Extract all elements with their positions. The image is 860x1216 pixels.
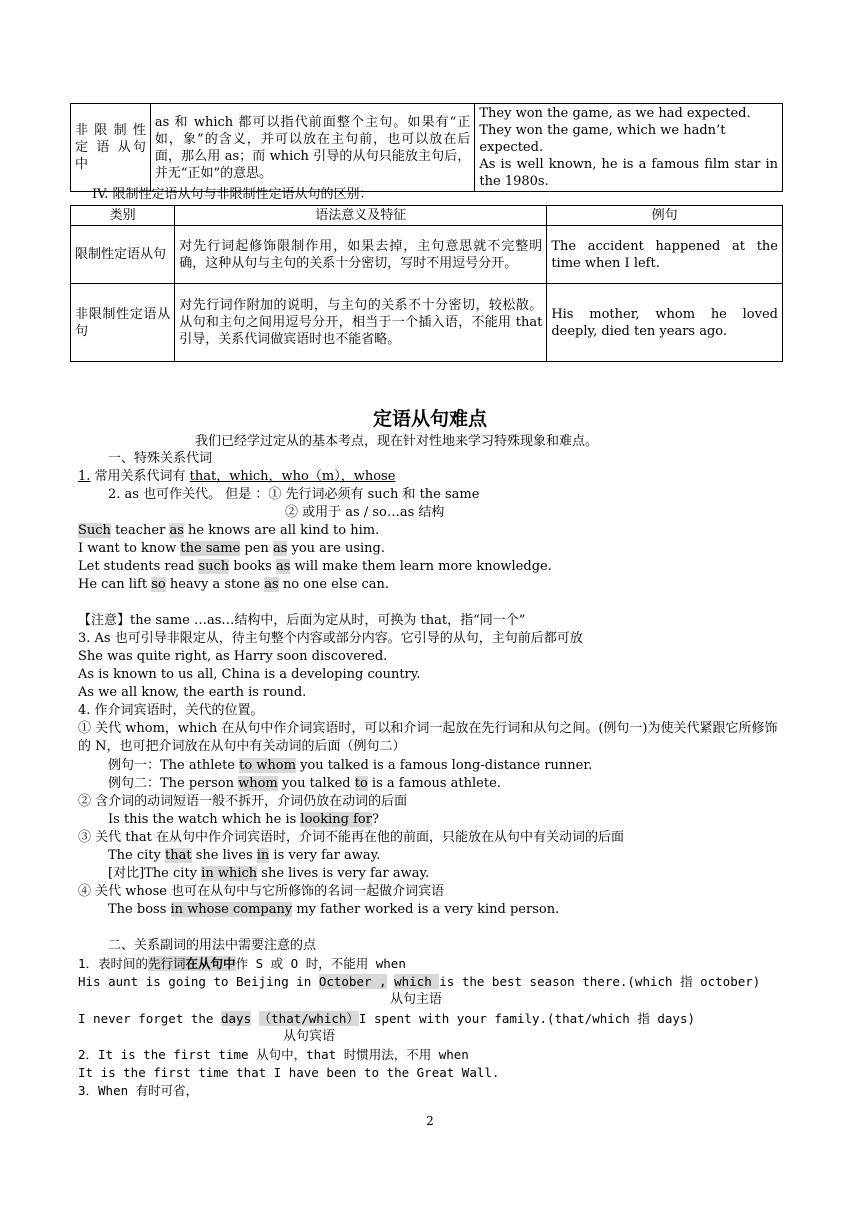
example-such	[78, 522, 379, 539]
text: 例句二：The person	[108, 776, 239, 791]
point-3: 3. As 也可引导非限定从，待主句整个内容或部分内容。它引导的从句，主句前后都可放	[78, 631, 583, 646]
example-line: They won the game, which we hadn’t expected.	[479, 123, 726, 155]
table-row	[71, 284, 783, 362]
example-line	[108, 847, 380, 864]
table-cell-explanation: as 和 which 都可以指代前面整个主句。如果有“正如，象”的含义，并可以放在主句前，也可以放在后面，那么用 as；而 which 引导的从句只能放主句后，并无“正如”的意思。	[150, 104, 475, 192]
table-caption: IV. 限制性定语从句与非限制性定语从句的区别：	[92, 187, 373, 202]
text	[387, 974, 395, 989]
highlight: looking for	[300, 812, 372, 827]
text: she lives	[191, 848, 257, 863]
heading-relative-adverbs: 二、关系副词的用法中需要注意的点	[108, 938, 317, 953]
point-2b: ② 或用于 as / so…as 结构	[285, 505, 445, 520]
header-category: 类别	[71, 206, 175, 226]
text	[251, 1011, 259, 1026]
highlight: 先行词	[148, 956, 186, 971]
table-as-which	[70, 103, 783, 192]
row-example: His mother, whom he loved deeply, died ten years ago.	[547, 284, 783, 362]
text: Let students read	[78, 559, 199, 574]
highlight: as	[264, 577, 279, 592]
table-row	[71, 226, 783, 284]
text: she lives is very far away.	[257, 866, 430, 881]
example-one	[108, 757, 592, 774]
example-line: She was quite right, as Harry soon discovered.	[78, 649, 388, 664]
text: 例句一：The athlete	[108, 758, 240, 773]
text: Is this the watch which he is	[108, 812, 301, 827]
text: is very far away.	[269, 848, 381, 863]
point-4-4: ④ 关代 whose 也可在从句中与它所修饰的名词一起做介词宾语	[78, 884, 445, 899]
highlight: in whose company	[170, 902, 293, 917]
point-1	[78, 468, 395, 485]
rule-1-example-2	[78, 1010, 695, 1027]
text: you are using.	[287, 541, 385, 556]
example-line	[108, 865, 429, 882]
text: ?	[371, 812, 379, 827]
point-2: 2. as 也可作关代。 但是 ：① 先行词必须有 such 和 the same	[108, 487, 480, 502]
text: will make them learn more knowledge.	[290, 559, 552, 574]
header-example: 例句	[547, 206, 783, 226]
highlight: October ,	[318, 974, 387, 989]
text: [对比]The city	[108, 866, 202, 881]
text: is a famous athlete.	[367, 776, 501, 791]
highlight: which	[394, 974, 440, 989]
highlight: in	[256, 848, 270, 863]
row-category: 限制性定语从句	[71, 226, 175, 284]
table-cell-category: 非 限 制 性 定 语 从句中	[71, 104, 151, 192]
row-meaning: 对先行词作附加的说明，与主句的关系不十分密切，较松散。从句和主句之间用逗号分开，相当于一个插入语，不能用 that 引导，关系代词做宾语时也不能省略。	[175, 284, 547, 362]
example-line: As we all know, the earth is round.	[78, 685, 307, 700]
text: The city	[108, 848, 166, 863]
text: He can lift	[78, 577, 152, 592]
example-line: As is well known, he is a famous film star in the 1980s.	[479, 157, 778, 189]
highlight: as	[169, 523, 184, 538]
point-4: 4. 作介词宾语时，关代的位置。	[78, 703, 264, 718]
highlight: the same	[180, 541, 241, 556]
highlight: （that/which）	[258, 1011, 359, 1026]
point-4-2: ② 含介词的动词短语一般不拆开，介词仍放在动词的后面	[78, 794, 408, 809]
highlight: 在从句中	[185, 956, 236, 971]
label-subject: 从句主语	[390, 992, 443, 1007]
text: pen	[240, 541, 273, 556]
text: I want to know	[78, 541, 181, 556]
row-meaning: 对先行词起修饰限制作用，如果去掉，主句意思就不完整明确，这种从句与主句的关系十分密切，写时不用逗号分开。	[175, 226, 547, 284]
table-header-row	[71, 206, 783, 226]
rule-3: 3．When 有时可省，	[78, 1083, 199, 1098]
table-comparison	[70, 205, 783, 362]
point-number: 1.	[78, 469, 91, 484]
example-line	[108, 811, 379, 828]
text: I spent with your family.(that/which 指 days)	[358, 1011, 696, 1026]
header-meaning: 语法意义及特征	[175, 206, 547, 226]
highlight: that	[165, 848, 192, 863]
row-example: The accident happened at the time when I left.	[547, 226, 783, 284]
highlight: such	[198, 559, 230, 574]
text: my father worked is a very kind person.	[292, 902, 560, 917]
rule-1	[78, 955, 406, 972]
intro-text: 我们已经学过定从的基本考点，现在针对性地来学习特殊现象和难点。	[195, 434, 599, 449]
point-4-3: ③ 关代 that 在从句中作介词宾语时，介词不能再在他的前面，只能放在从句中有关动词的后面	[78, 830, 624, 845]
point-4-1: ① 关代 whom，which 在从句中作介词宾语时，可以和介词一起放在先行词和从句之间。(例句一)为使关代紧跟它所修饰的 N，也可把介词放在从句中有关动词的后面（例句二）	[78, 721, 778, 754]
text: heavy a stone	[165, 577, 265, 592]
highlight: days	[221, 1011, 252, 1026]
pronoun-list: that，which，who（m），whose	[189, 469, 396, 484]
page-number: 2	[426, 1114, 434, 1128]
text: 作 S 或 O 时，不能用 when	[235, 956, 406, 971]
rule-1-example	[78, 973, 760, 990]
table-cell-examples	[475, 104, 783, 192]
text: he knows are all kind to him.	[183, 523, 380, 538]
example-two	[108, 775, 501, 792]
example-same	[78, 540, 385, 557]
example-books	[78, 558, 552, 575]
row-category: 非限制性定语从句	[71, 284, 175, 362]
highlight: to whom	[239, 758, 296, 773]
section-title: 定语从句难点	[372, 408, 487, 430]
highlight: as	[272, 541, 288, 556]
text: no one else can.	[278, 577, 390, 592]
example-so	[78, 576, 389, 593]
text: I never forget the	[78, 1011, 221, 1026]
text: The boss	[108, 902, 171, 917]
label-object: 从句宾语	[283, 1029, 336, 1044]
note: 【注意】the same …as…结构中，后面为定从时，可换为 that，指“同一个”	[78, 613, 526, 628]
text: books	[229, 559, 276, 574]
text: is the best season there.(which 指 october)	[439, 974, 761, 989]
highlight: in which	[201, 866, 258, 881]
point-text: 常用关系代词有	[90, 469, 190, 484]
example-line	[108, 901, 559, 918]
table-row	[71, 104, 783, 192]
highlight: as	[275, 559, 291, 574]
example-line: They won the game, as we had expected.	[479, 106, 751, 121]
rule-2-example: It is the first time that I have been to the Great Wall.	[78, 1065, 500, 1080]
text: teacher	[110, 523, 170, 538]
highlight: so	[151, 577, 166, 592]
text: you talked	[277, 776, 355, 791]
example-line: As is known to us all, China is a developing country.	[78, 667, 421, 682]
heading-special-pronouns: 一、特殊关系代词	[108, 451, 213, 466]
highlight: whom	[238, 776, 278, 791]
highlight: to	[354, 776, 368, 791]
highlight: Such	[78, 523, 111, 538]
text: you talked is a famous long-distance runner.	[295, 758, 593, 773]
rule-2: 2．It is the first time 从句中，that 时惯用法，不用 when	[78, 1047, 469, 1062]
text: 1．表时间的	[78, 956, 149, 971]
text: His aunt is going to Beijing in	[78, 974, 319, 989]
